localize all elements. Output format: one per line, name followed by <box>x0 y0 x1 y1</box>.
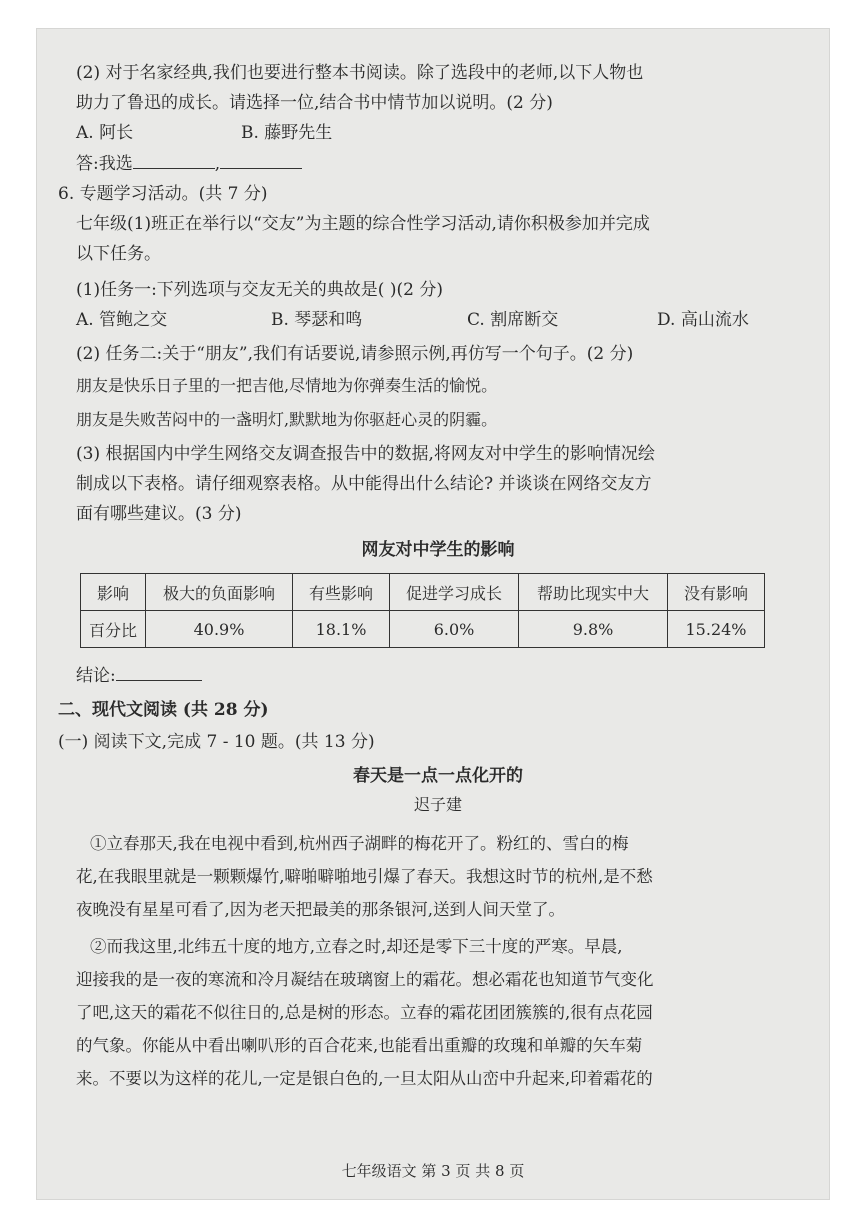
answer-blank-1[interactable] <box>133 148 215 169</box>
q6-task1-options <box>76 305 800 335</box>
table-header-row <box>81 574 765 611</box>
article-title: 春天是一点一点化开的 <box>353 766 523 786</box>
task1-option-b: B. 琴瑟和鸣 <box>271 310 363 330</box>
q6-task3-3: 面有哪些建议。(3 分) <box>76 504 242 524</box>
conclusion-label: 结论: <box>76 666 116 686</box>
task1-option-d: D. 高山流水 <box>657 310 749 330</box>
article-author: 迟子建 <box>413 795 462 814</box>
example-sentence-1: 朋友是快乐日子里的一把吉他,尽情地为你弹奏生活的愉悦。 <box>76 376 498 395</box>
exam-page <box>36 28 830 1200</box>
task1-option-a: A. 管鲍之交 <box>76 310 168 330</box>
table-header-cell: 极大的负面影响 <box>146 574 293 611</box>
paragraph-line: 夜晚没有星星可看了,因为老天把最美的那条银河,送到人间天堂了。 <box>76 900 565 919</box>
paragraph-line: 了吧,这天的霜花不似往日的,总是树的形态。立春的霜花团团簇簇的,很有点花园 <box>76 1003 653 1022</box>
influence-table <box>80 573 765 648</box>
q6-task2: (2) 任务二:关于“朋友”,我们有话要说,请参照示例,再仿写一个句子。(2 分) <box>76 344 634 364</box>
q6-task3-2: 制成以下表格。请仔细观察表格。从中能得出什么结论? 并谈谈在网络交友方 <box>76 474 652 494</box>
table-data-cell: 9.8% <box>519 611 668 648</box>
q6-intro-2: 以下任务。 <box>76 244 161 264</box>
page-footer: 七年级语文 第 3 页 共 8 页 <box>341 1162 525 1180</box>
table-data-cell: 40.9% <box>146 611 293 648</box>
section2-sub: (一) 阅读下文,完成 7 - 10 题。(共 13 分) <box>58 732 375 752</box>
q6-task1: (1)任务一:下列选项与交友无关的典故是( )(2 分) <box>76 280 443 300</box>
table-header-cell: 促进学习成长 <box>390 574 519 611</box>
q6-task3-1: (3) 根据国内中学生网络交友调查报告中的数据,将网友对中学生的影响情况绘 <box>76 444 655 464</box>
table-data-cell: 15.24% <box>668 611 765 648</box>
article-paragraph-1 <box>76 827 800 926</box>
q6-intro-1: 七年级(1)班正在举行以“交友”为主题的综合性学习活动,请你积极参加并完成 <box>76 214 650 234</box>
table-data-row <box>81 611 765 648</box>
task1-option-c: C. 割席断交 <box>467 310 559 330</box>
paragraph-line: 来。不要以为这样的花儿,一定是银白色的,一旦太阳从山峦中升起来,印着霜花的 <box>76 1069 653 1088</box>
paragraph-line: ②而我这里,北纬五十度的地方,立春之时,却还是零下三十度的严寒。早晨, <box>90 937 623 956</box>
example-sentence-2: 朋友是失败苦闷中的一盏明灯,默默地为你驱赶心灵的阴霾。 <box>76 410 498 429</box>
table-data-cell: 6.0% <box>390 611 519 648</box>
table-title: 网友对中学生的影响 <box>361 540 515 560</box>
table-data-cell: 百分比 <box>81 611 146 648</box>
conclusion-line <box>76 660 800 691</box>
answer-label: 答:我选 <box>76 154 133 174</box>
table-data-cell: 18.1% <box>293 611 390 648</box>
paragraph-line: 迎接我的是一夜的寒流和冷月凝结在玻璃窗上的霜花。想必霜花也知道节气变化 <box>76 970 654 989</box>
answer-blank-2[interactable] <box>220 148 302 169</box>
q5-2-answer <box>76 148 800 179</box>
q6-heading: 6. 专题学习活动。(共 7 分) <box>58 184 268 204</box>
q5-2-line2: 助力了鲁迅的成长。请选择一位,结合书中情节加以说明。(2 分) <box>76 93 553 113</box>
table-header-cell: 没有影响 <box>668 574 765 611</box>
option-a: A. 阿长 <box>76 123 134 143</box>
paragraph-line: 花,在我眼里就是一颗颗爆竹,噼啪噼啪地引爆了春天。我想这时节的杭州,是不愁 <box>76 867 653 886</box>
section2-heading: 二、现代文阅读 (共 28 分) <box>58 700 269 720</box>
q5-2-options <box>76 118 800 148</box>
table-header-cell: 帮助比现实中大 <box>519 574 668 611</box>
paragraph-line: ①立春那天,我在电视中看到,杭州西子湖畔的梅花开了。粉红的、雪白的梅 <box>90 834 629 853</box>
table-header-cell: 影响 <box>81 574 146 611</box>
conclusion-blank[interactable] <box>116 660 202 681</box>
paragraph-line: 的气象。你能从中看出喇叭形的百合花来,也能看出重瓣的玫瑰和单瓣的矢车菊 <box>76 1036 643 1055</box>
table-header-cell: 有些影响 <box>293 574 390 611</box>
article-paragraph-2 <box>76 930 800 1095</box>
q5-2-line1: (2) 对于名家经典,我们也要进行整本书阅读。除了选段中的老师,以下人物也 <box>76 63 644 83</box>
option-b: B. 藤野先生 <box>241 123 333 143</box>
page-content <box>58 58 800 1095</box>
answer-sep: , <box>214 154 221 174</box>
